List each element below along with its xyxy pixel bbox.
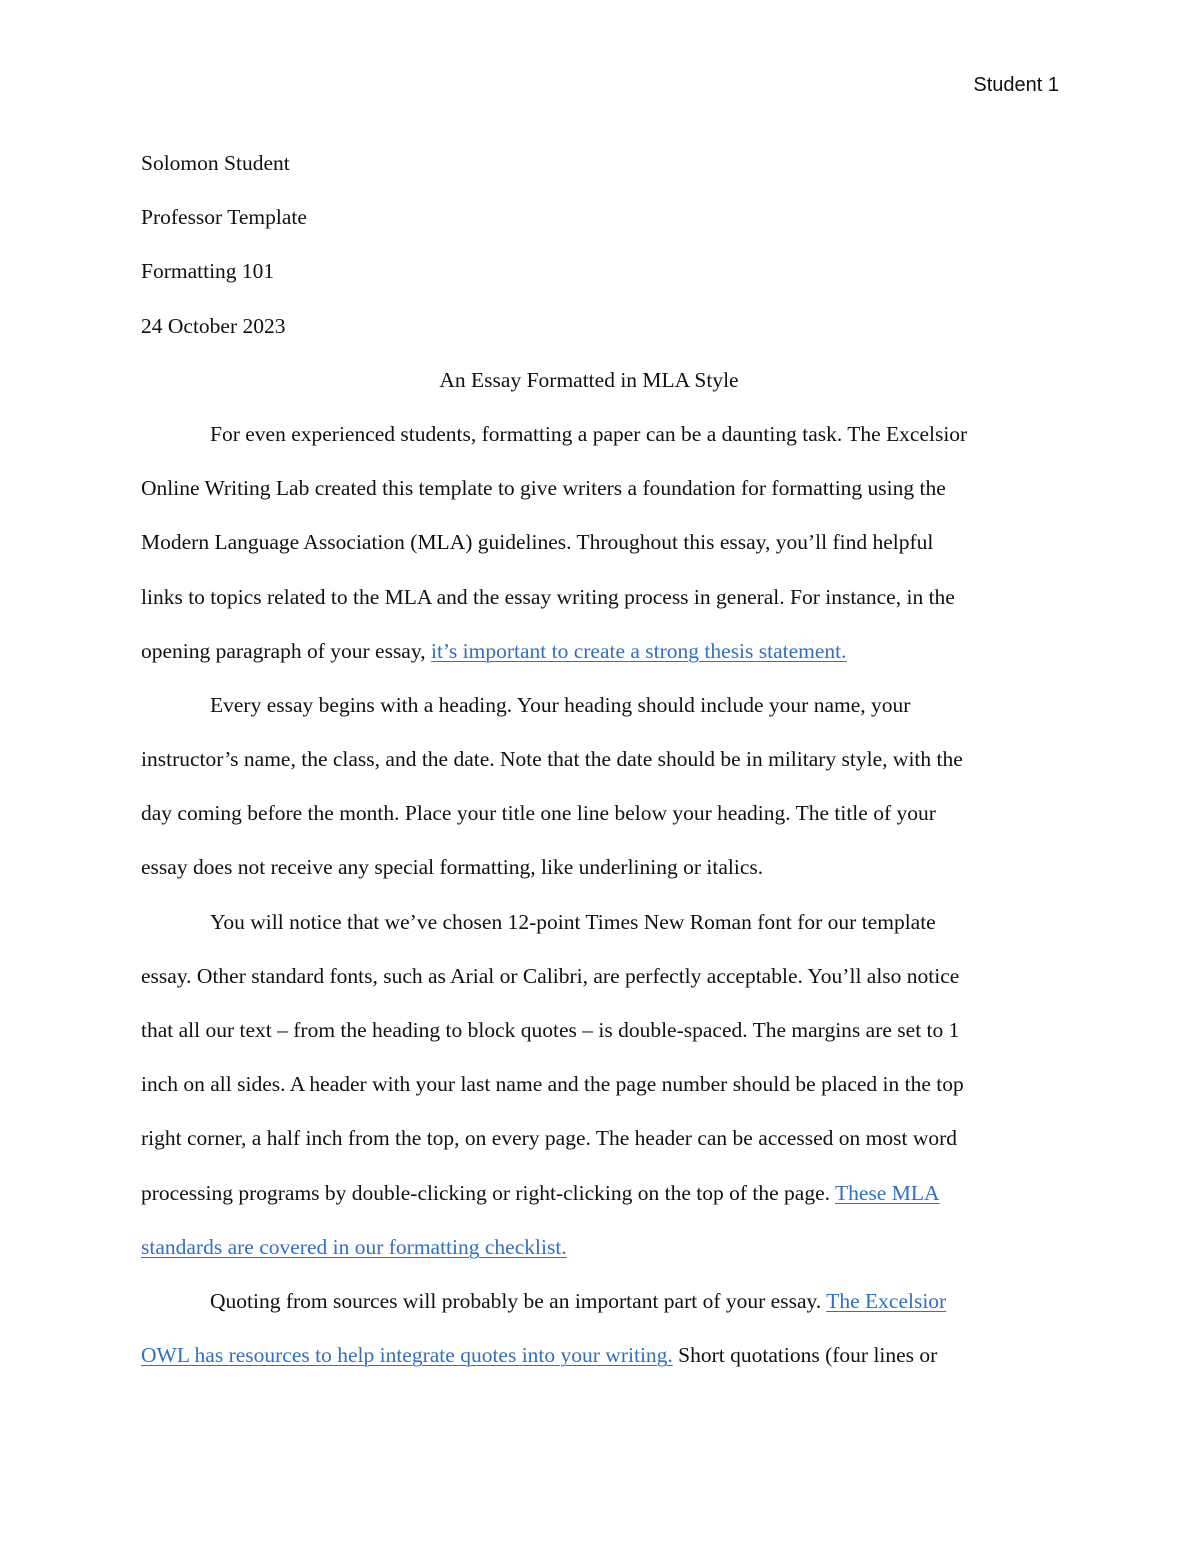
heading-date: 24 October 2023 bbox=[141, 313, 286, 338]
heading-student-name: Solomon Student bbox=[141, 151, 290, 175]
paragraph-1-line-4: links to topics related to the MLA and the essay writing process in general. For instance, in the bbox=[141, 584, 955, 609]
paragraph-3-line-7 bbox=[141, 1220, 1061, 1274]
paragraph-4-text-continued: Short quotations (four lines or bbox=[672, 1343, 938, 1368]
paragraph-1-line-5 bbox=[141, 624, 1061, 678]
integrate-quotes-link-part-1[interactable]: The Excelsior bbox=[826, 1288, 947, 1313]
paragraph-4-text: Quoting from sources will probably be an important part of your essay. bbox=[210, 1288, 827, 1313]
essay-title: An Essay Formatted in MLA Style bbox=[439, 367, 739, 392]
paragraph-4-line-1 bbox=[141, 1274, 1061, 1328]
paragraph-1-line-1: For even experienced students, formatting a paper can be a daunting task. The Excelsior bbox=[210, 421, 968, 446]
paragraph-4-line-2 bbox=[141, 1328, 1061, 1382]
paragraph-3-line-4: inch on all sides. A header with your last name and the page number should be placed in the top bbox=[141, 1072, 964, 1097]
running-header: Student 1 bbox=[973, 74, 1059, 96]
thesis-statement-link[interactable]: it’s important to create a strong thesis statement. bbox=[430, 638, 847, 663]
paragraph-2-line-2: instructor’s name, the class, and the date. Note that the date should be in military style, with the bbox=[141, 747, 963, 772]
heading-course: Formatting 101 bbox=[141, 259, 275, 284]
paragraph-3-line-3: that all our text – from the heading to block quotes – is double-spaced. The margins are set to 1 bbox=[141, 1018, 960, 1042]
paragraph-3-line-2: essay. Other standard fonts, such as Arial or Calibri, are perfectly acceptable. You’ll also notice bbox=[141, 963, 960, 988]
formatting-checklist-link-part-2[interactable]: standards are covered in our formatting checklist. bbox=[141, 1234, 567, 1259]
integrate-quotes-link-part-2[interactable]: OWL has resources to help integrate quotes into your writing. bbox=[141, 1343, 673, 1368]
heading-instructor: Professor Template bbox=[141, 205, 307, 230]
paragraph-1-text: opening paragraph of your essay, bbox=[141, 638, 431, 663]
paragraph-2-line-4: essay does not receive any special formatting, like underlining or italics. bbox=[141, 855, 764, 880]
paragraph-3-line-5: right corner, a half inch from the top, on every page. The header can be accessed on most word bbox=[141, 1126, 958, 1151]
formatting-checklist-link-part-1[interactable]: These MLA bbox=[835, 1180, 940, 1205]
paragraph-3-text: processing programs by double-clicking or right-clicking on the top of the page. bbox=[141, 1180, 836, 1205]
paragraph-1-line-3: Modern Language Association (MLA) guidelines. Throughout this essay, you’ll find helpful bbox=[141, 530, 934, 555]
paragraph-1-line-2: Online Writing Lab created this template to give writers a foundation for formatting using the bbox=[141, 476, 946, 501]
paragraph-3-line-1: You will notice that we’ve chosen 12-point Times New Roman font for our template bbox=[210, 909, 936, 934]
paragraph-2-line-1: Every essay begins with a heading. Your heading should include your name, your bbox=[210, 692, 911, 717]
paragraph-2-line-3: day coming before the month. Place your title one line below your heading. The title of your bbox=[141, 801, 936, 826]
paragraph-3-line-6 bbox=[141, 1166, 1061, 1220]
essay-body bbox=[141, 136, 1061, 1382]
